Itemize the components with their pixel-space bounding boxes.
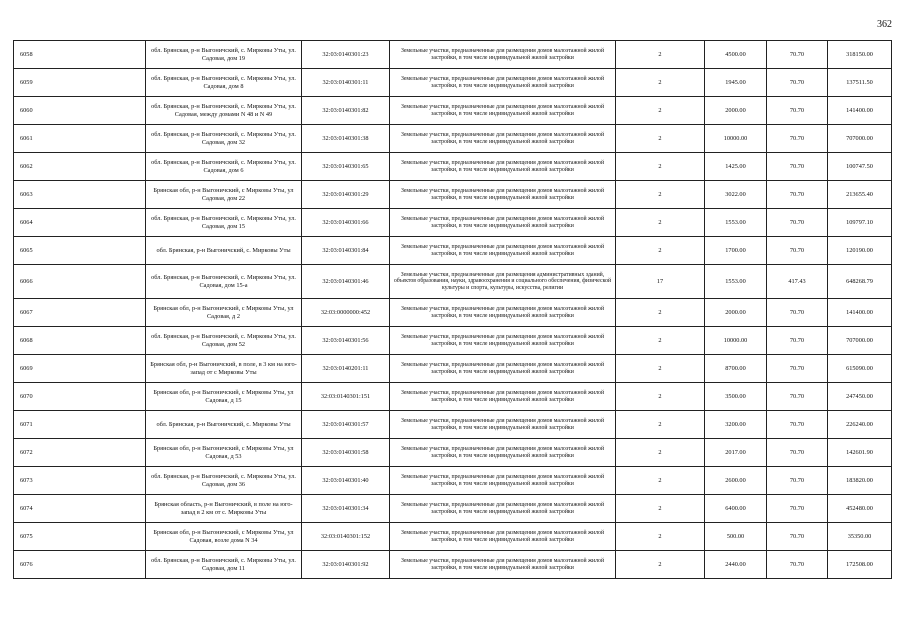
rate-cell: 70.70 (767, 551, 828, 579)
land-use-cell: Земельные участки, предназначенные для размещения домов малоэтажной жилой застройки, в том числе индивидуальной жилой застройки (390, 551, 616, 579)
table-row (14, 125, 892, 153)
rate-cell: 70.70 (767, 97, 828, 125)
row-number: 6064 (14, 209, 146, 237)
address-cell: обл. Брянская, р-н Выгоничский, с. Мирковы Уты, ул. Садовая, между домами N 48 и N 49 (146, 97, 302, 125)
rate-cell: 70.70 (767, 125, 828, 153)
area-cell: 4500.00 (705, 41, 767, 69)
cadastral-value-cell: 183820.00 (828, 467, 892, 495)
address-cell: обл. Брянская, р-н Выгоничский, с. Мирковы Уты, ул. Садовая, дом 8 (146, 69, 302, 97)
group-cell: 2 (616, 41, 705, 69)
area-cell: 10000.00 (705, 125, 767, 153)
area-cell: 2017.00 (705, 439, 767, 467)
table-row (14, 209, 892, 237)
area-cell: 1553.00 (705, 209, 767, 237)
cadastral-number-cell: 32:03:0140301:56 (302, 327, 390, 355)
table-row (14, 551, 892, 579)
group-cell: 2 (616, 523, 705, 551)
row-number: 6075 (14, 523, 146, 551)
cadastral-number-cell: 32:03:0140301:82 (302, 97, 390, 125)
land-use-cell: Земельные участки, предназначенные для размещения домов малоэтажной жилой застройки, в том числе индивидуальной жилой застройки (390, 495, 616, 523)
cadastral-value-cell: 141400.00 (828, 97, 892, 125)
cadastral-number-cell: 32:03:0140301:65 (302, 153, 390, 181)
cadastral-number-cell: 32:03:0140301:84 (302, 237, 390, 265)
group-cell: 2 (616, 97, 705, 125)
table-row (14, 237, 892, 265)
area-cell: 6400.00 (705, 495, 767, 523)
cadastral-number-cell: 32:03:0140301:151 (302, 383, 390, 411)
table-row (14, 495, 892, 523)
cadastral-value-cell: 100747.50 (828, 153, 892, 181)
row-number: 6062 (14, 153, 146, 181)
group-cell: 2 (616, 439, 705, 467)
row-number: 6067 (14, 299, 146, 327)
address-cell: обл. Брянская, р-н Выгоничский, с. Мирковы Уты, ул. Садовая, дом 15-а (146, 265, 302, 299)
area-cell: 500.00 (705, 523, 767, 551)
rate-cell: 70.70 (767, 237, 828, 265)
rate-cell: 417.43 (767, 265, 828, 299)
cadastral-number-cell: 32:03:0140301:57 (302, 411, 390, 439)
cadastral-number-cell: 32:03:0140201:11 (302, 355, 390, 383)
rate-cell: 70.70 (767, 69, 828, 97)
area-cell: 1553.00 (705, 265, 767, 299)
group-cell: 2 (616, 411, 705, 439)
land-use-cell: Земельные участки, предназначенные для размещения домов малоэтажной жилой застройки, в том числе индивидуальной жилой застройки (390, 439, 616, 467)
rate-cell: 70.70 (767, 411, 828, 439)
cadastral-number-cell: 32:03:0140301:34 (302, 495, 390, 523)
table-row (14, 299, 892, 327)
address-cell: Брянская обл, р-н Выгоничский, с Мирковы Уты, ул Садовая, д 53 (146, 439, 302, 467)
group-cell: 2 (616, 209, 705, 237)
cadastral-value-cell: 141400.00 (828, 299, 892, 327)
table-row (14, 97, 892, 125)
address-cell: обл. Брянская, р-н Выгоничский, с. Мирковы Уты, ул. Садовая, дом 52 (146, 327, 302, 355)
row-number: 6063 (14, 181, 146, 209)
cadastral-value-cell: 707000.00 (828, 125, 892, 153)
land-use-cell: Земельные участки, предназначенные для размещения административных зданий, объектов образования, науки, здравоохранения и социального обеспечения, физической культуры и спорта, культуры, искусства, религии (390, 265, 616, 299)
page-number: 362 (877, 19, 892, 30)
table-row (14, 153, 892, 181)
table-row (14, 523, 892, 551)
row-number: 6065 (14, 237, 146, 265)
cadastral-number-cell: 32:03:0140301:40 (302, 467, 390, 495)
land-use-cell: Земельные участки, предназначенные для размещения домов малоэтажной жилой застройки, в том числе индивидуальной жилой застройки (390, 125, 616, 153)
row-number: 6076 (14, 551, 146, 579)
rate-cell: 70.70 (767, 523, 828, 551)
cadastral-value-cell: 247450.00 (828, 383, 892, 411)
rate-cell: 70.70 (767, 495, 828, 523)
area-cell: 1700.00 (705, 237, 767, 265)
row-number: 6061 (14, 125, 146, 153)
cadastral-number-cell: 32:03:0140301:46 (302, 265, 390, 299)
address-cell: обл. Брянская, р-н Выгоничский, с. Мирковы Уты, ул. Садовая, дом 6 (146, 153, 302, 181)
group-cell: 2 (616, 467, 705, 495)
rate-cell: 70.70 (767, 153, 828, 181)
land-use-cell: Земельные участки, предназначенные для размещения домов малоэтажной жилой застройки, в том числе индивидуальной жилой застройки (390, 411, 616, 439)
area-cell: 3500.00 (705, 383, 767, 411)
address-cell: Брянская обл, р-н Выгоничский, с Мирковы Уты, ул Садовая, дом 22 (146, 181, 302, 209)
cadastral-value-cell: 452480.00 (828, 495, 892, 523)
cadastral-value-cell: 35350.00 (828, 523, 892, 551)
cadastral-number-cell: 32:03:0140301:152 (302, 523, 390, 551)
rate-cell: 70.70 (767, 299, 828, 327)
cadastral-value-cell: 137511.50 (828, 69, 892, 97)
cadastral-number-cell: 32:03:0140301:92 (302, 551, 390, 579)
area-cell: 1425.00 (705, 153, 767, 181)
cadastral-value-cell: 318150.00 (828, 41, 892, 69)
table-row (14, 467, 892, 495)
registry-table (13, 40, 892, 579)
area-cell: 8700.00 (705, 355, 767, 383)
address-cell: обл. Брянская, р-н Выгоничский, с. Мирковы Уты (146, 411, 302, 439)
row-number: 6066 (14, 265, 146, 299)
land-use-cell: Земельные участки, предназначенные для размещения домов малоэтажной жилой застройки, в том числе индивидуальной жилой застройки (390, 153, 616, 181)
group-cell: 2 (616, 355, 705, 383)
rate-cell: 70.70 (767, 439, 828, 467)
area-cell: 2000.00 (705, 299, 767, 327)
cadastral-number-cell: 32:03:0140301:66 (302, 209, 390, 237)
row-number: 6060 (14, 97, 146, 125)
group-cell: 2 (616, 181, 705, 209)
rate-cell: 70.70 (767, 209, 828, 237)
group-cell: 2 (616, 383, 705, 411)
group-cell: 17 (616, 265, 705, 299)
cadastral-value-cell: 172508.00 (828, 551, 892, 579)
rate-cell: 70.70 (767, 327, 828, 355)
cadastral-number-cell: 32:03:0140301:11 (302, 69, 390, 97)
cadastral-value-cell: 648268.79 (828, 265, 892, 299)
group-cell: 2 (616, 327, 705, 355)
land-use-cell: Земельные участки, предназначенные для размещения домов малоэтажной жилой застройки, в том числе индивидуальной жилой застройки (390, 299, 616, 327)
area-cell: 2000.00 (705, 97, 767, 125)
address-cell: Брянская обл, р-н Выгоничский, с Мирковы Уты, ул Садовая, д 2 (146, 299, 302, 327)
row-number: 6068 (14, 327, 146, 355)
row-number: 6058 (14, 41, 146, 69)
land-use-cell: Земельные участки, предназначенные для размещения домов малоэтажной жилой застройки, в том числе индивидуальной жилой застройки (390, 237, 616, 265)
cadastral-value-cell: 142601.90 (828, 439, 892, 467)
land-use-cell: Земельные участки, предназначенные для размещения домов малоэтажной жилой застройки, в том числе индивидуальной жилой застройки (390, 467, 616, 495)
group-cell: 2 (616, 237, 705, 265)
land-use-cell: Земельные участки, предназначенные для размещения домов малоэтажной жилой застройки, в том числе индивидуальной жилой застройки (390, 209, 616, 237)
address-cell: обл. Брянская, р-н Выгоничский, с. Мирковы Уты, ул. Садовая, дом 36 (146, 467, 302, 495)
group-cell: 2 (616, 495, 705, 523)
group-cell: 2 (616, 125, 705, 153)
table-row (14, 327, 892, 355)
land-use-cell: Земельные участки, предназначенные для размещения домов малоэтажной жилой застройки, в том числе индивидуальной жилой застройки (390, 383, 616, 411)
area-cell: 10000.00 (705, 327, 767, 355)
land-use-cell: Земельные участки, предназначенные для размещения домов малоэтажной жилой застройки, в том числе индивидуальной жилой застройки (390, 69, 616, 97)
address-cell: Брянская область, р-н Выгоничский, в поле на юго-запад в 2 км от с. Мирковы Уты (146, 495, 302, 523)
address-cell: обл. Брянская, р-н Выгоничский, с. Мирковы Уты (146, 237, 302, 265)
cadastral-number-cell: 32:03:0140301:38 (302, 125, 390, 153)
group-cell: 2 (616, 69, 705, 97)
row-number: 6059 (14, 69, 146, 97)
address-cell: Брянская обл, р-н Выгоничский, с Мирковы Уты, ул Садовая, д 15 (146, 383, 302, 411)
area-cell: 2600.00 (705, 467, 767, 495)
group-cell: 2 (616, 299, 705, 327)
table-row (14, 265, 892, 299)
cadastral-value-cell: 707000.00 (828, 327, 892, 355)
cadastral-value-cell: 109797.10 (828, 209, 892, 237)
cadastral-number-cell: 32:03:0140301:23 (302, 41, 390, 69)
address-cell: Брянская обл, р-н Выгоничский, в поле, в 3 км на юго-запад от с Мирковы Уты (146, 355, 302, 383)
table-row (14, 355, 892, 383)
row-number: 6072 (14, 439, 146, 467)
area-cell: 2440.00 (705, 551, 767, 579)
row-number: 6070 (14, 383, 146, 411)
land-use-cell: Земельные участки, предназначенные для размещения домов малоэтажной жилой застройки, в том числе индивидуальной жилой застройки (390, 41, 616, 69)
address-cell: обл. Брянская, р-н Выгоничский, с. Мирковы Уты, ул. Садовая, дом 11 (146, 551, 302, 579)
row-number: 6071 (14, 411, 146, 439)
land-use-cell: Земельные участки, предназначенные для размещения домов малоэтажной жилой застройки, в том числе индивидуальной жилой застройки (390, 97, 616, 125)
table-row (14, 181, 892, 209)
cadastral-number-cell: 32:03:0140301:58 (302, 439, 390, 467)
cadastral-value-cell: 615090.00 (828, 355, 892, 383)
land-use-cell: Земельные участки, предназначенные для размещения домов малоэтажной жилой застройки, в том числе индивидуальной жилой застройки (390, 355, 616, 383)
cadastral-value-cell: 120190.00 (828, 237, 892, 265)
land-use-cell: Земельные участки, предназначенные для размещения домов малоэтажной жилой застройки, в том числе индивидуальной жилой застройки (390, 327, 616, 355)
rate-cell: 70.70 (767, 467, 828, 495)
address-cell: обл. Брянская, р-н Выгоничский, с. Мирковы Уты, ул. Садовая, дом 32 (146, 125, 302, 153)
area-cell: 3200.00 (705, 411, 767, 439)
group-cell: 2 (616, 551, 705, 579)
address-cell: обл. Брянская, р-н Выгоничский, с. Мирковы Уты, ул. Садовая, дом 15 (146, 209, 302, 237)
address-cell: обл. Брянская, р-н Выгоничский, с. Мирковы Уты, ул. Садовая, дом 19 (146, 41, 302, 69)
rate-cell: 70.70 (767, 181, 828, 209)
rate-cell: 70.70 (767, 355, 828, 383)
table-row (14, 383, 892, 411)
area-cell: 1945.00 (705, 69, 767, 97)
table-row (14, 439, 892, 467)
row-number: 6073 (14, 467, 146, 495)
area-cell: 3022.00 (705, 181, 767, 209)
cadastral-value-cell: 213655.40 (828, 181, 892, 209)
land-use-cell: Земельные участки, предназначенные для размещения домов малоэтажной жилой застройки, в том числе индивидуальной жилой застройки (390, 181, 616, 209)
cadastral-number-cell: 32:03:0140301:29 (302, 181, 390, 209)
registry-rows (14, 41, 892, 579)
group-cell: 2 (616, 153, 705, 181)
table-row (14, 69, 892, 97)
rate-cell: 70.70 (767, 41, 828, 69)
row-number: 6074 (14, 495, 146, 523)
cadastral-number-cell: 32:03:0000000:452 (302, 299, 390, 327)
row-number: 6069 (14, 355, 146, 383)
rate-cell: 70.70 (767, 383, 828, 411)
table-row (14, 41, 892, 69)
table-row (14, 411, 892, 439)
cadastral-value-cell: 226240.00 (828, 411, 892, 439)
address-cell: Брянская обл, р-н Выгоничский, с Мирковы Уты, ул Садовая, возле дома N 34 (146, 523, 302, 551)
land-use-cell: Земельные участки, предназначенные для размещения домов малоэтажной жилой застройки, в том числе индивидуальной жилой застройки (390, 523, 616, 551)
